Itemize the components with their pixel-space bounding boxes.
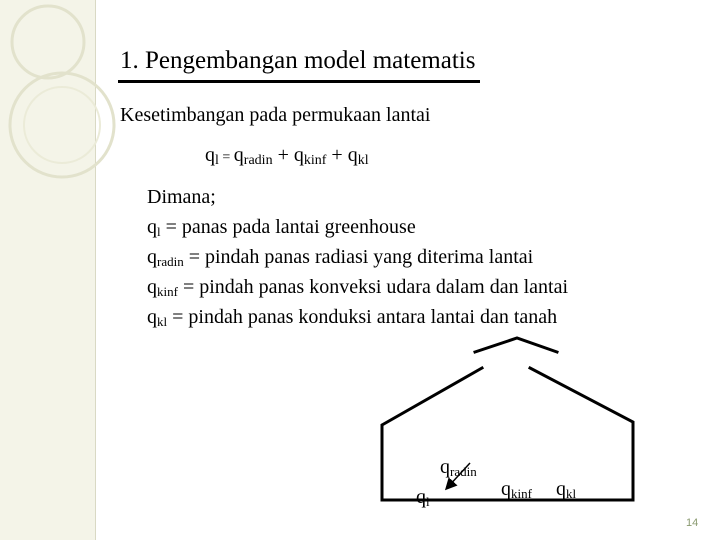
slide-subtitle: Kesetimbangan pada permukaan lantai	[120, 104, 431, 126]
def-text: = pindah panas radiasi yang diterima lantai	[183, 246, 534, 268]
def-symbol: q	[147, 306, 157, 328]
eq-term-2-sub: kinf	[303, 153, 327, 168]
eq-lhs-sub: l	[215, 153, 219, 168]
eq-plus-2: +	[326, 144, 348, 166]
eq-term-2: q	[293, 144, 304, 166]
eq-plus-1: +	[272, 144, 294, 166]
def-symbol-sub: radin	[157, 254, 184, 269]
def-symbol: q	[147, 216, 157, 238]
label-q-radin: $q_{radin}$	[440, 456, 477, 479]
greenhouse-outline	[382, 368, 482, 500]
def-symbol: q	[147, 276, 157, 298]
def-text: = pindah panas konduksi antara lantai dan tanah	[167, 306, 558, 328]
def-text: = pindah panas konveksi udara dalam dan lantai	[177, 276, 569, 298]
def-symbol-sub: kl	[157, 314, 168, 329]
eq-lhs: q	[205, 144, 215, 166]
eq-term-1: q	[233, 144, 244, 166]
eq-term-3-sub: kl	[357, 153, 369, 168]
page-number: 14	[686, 517, 699, 529]
eq-term-1-sub: radin	[243, 153, 273, 168]
def-symbol: q	[147, 246, 157, 268]
def-text: = panas pada lantai greenhouse	[160, 216, 416, 238]
label-q-l: $q_l$	[416, 486, 430, 509]
eq-equals: =	[218, 150, 234, 165]
label-q-kl: $q_{kl}$	[556, 478, 577, 501]
dimana-label: Dimana;	[147, 186, 216, 208]
slide-title: 1. Pengembangan model matematis	[120, 47, 476, 74]
eq-term-3: q	[347, 144, 358, 166]
def-symbol-sub: kinf	[157, 284, 178, 299]
label-q-kinf: $q_{kinf}$	[501, 478, 532, 501]
greenhouse-roof-top	[475, 338, 557, 352]
def-symbol-sub: l	[157, 224, 161, 239]
greenhouse-outline-right	[530, 368, 633, 500]
